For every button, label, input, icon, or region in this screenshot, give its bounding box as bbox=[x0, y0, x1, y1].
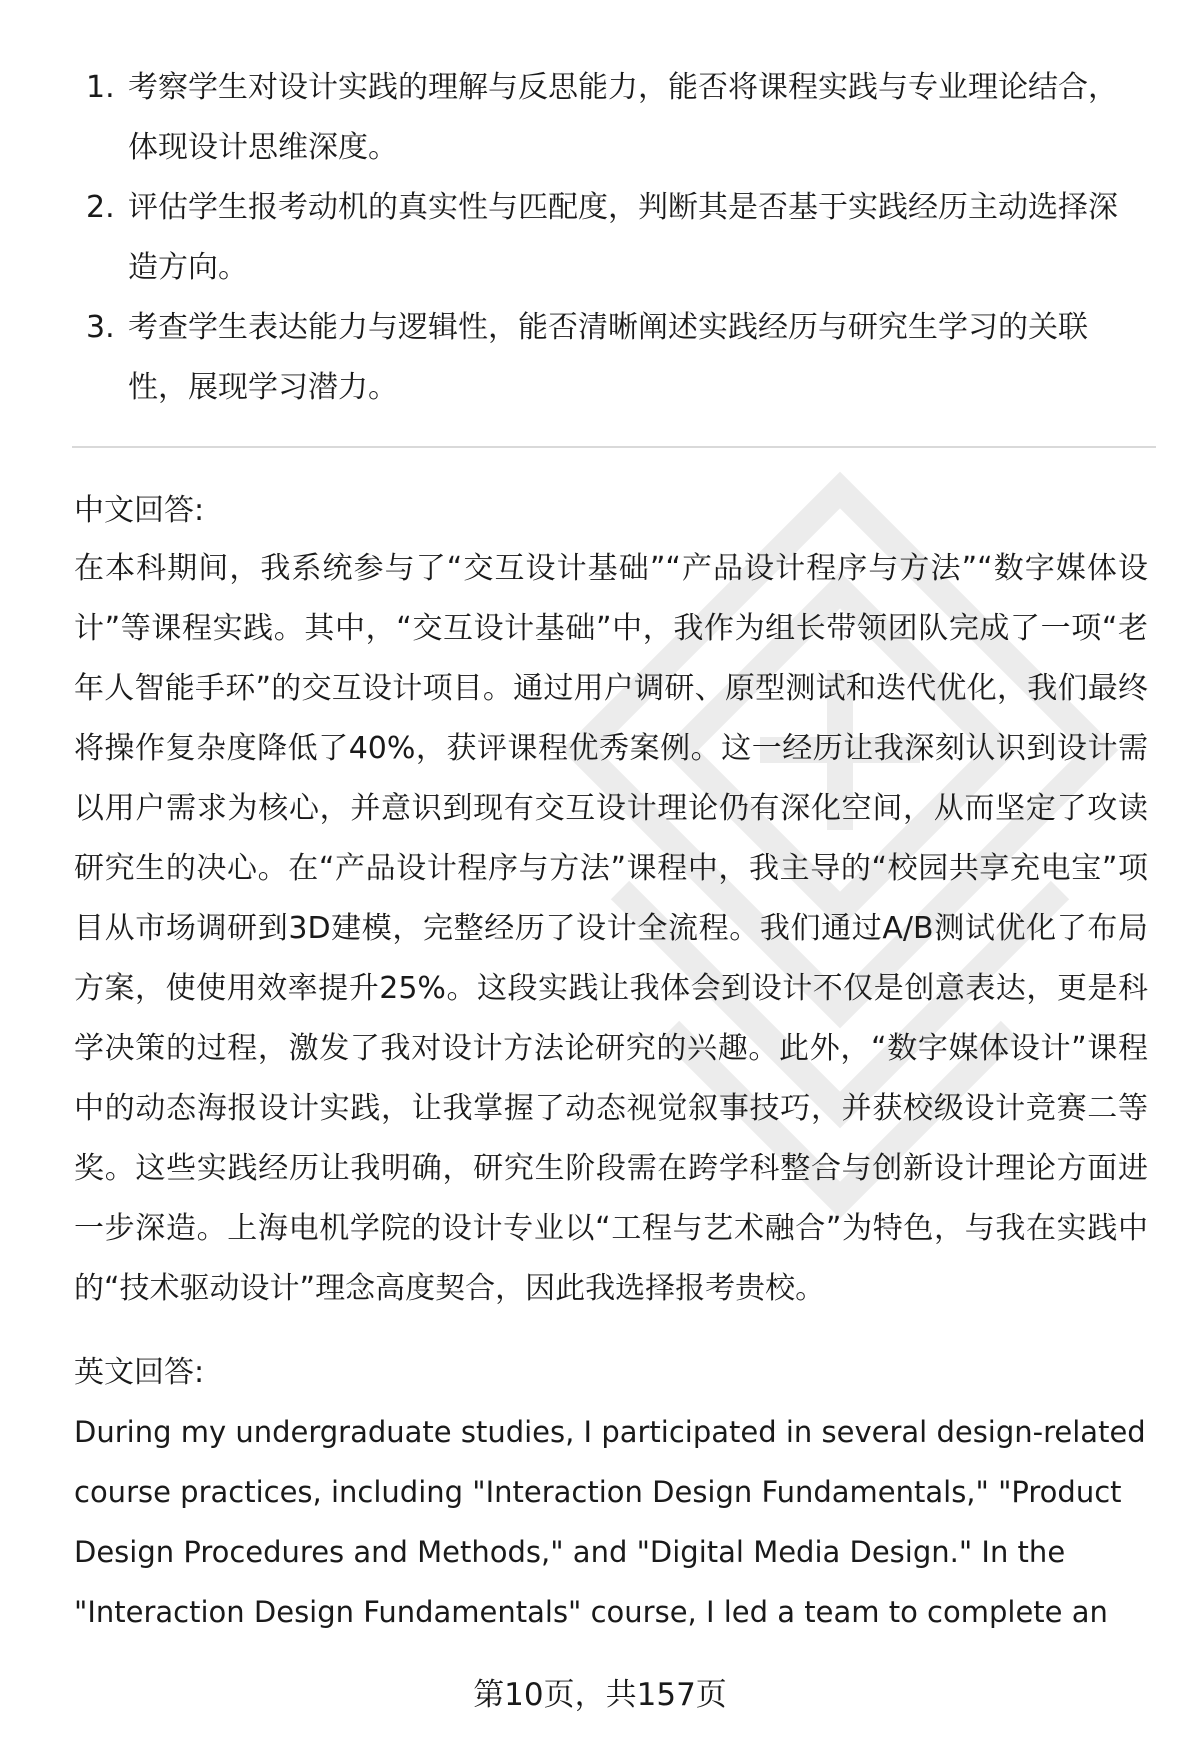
list-item-text: 考查学生表达能力与逻辑性，能否清晰阐述实践经历与研究生学习的关联性，展现学习潜力。 bbox=[128, 310, 1088, 405]
page-number: 第10页，共157页 bbox=[473, 1677, 727, 1713]
chinese-answer-heading: 中文回答: bbox=[74, 493, 205, 528]
list-item bbox=[86, 298, 1146, 418]
chinese-answer-paragraph: 在本科期间，我系统参与了“交互设计基础”“产品设计程序与方法”“数字媒体设计”等课程实践。其中，“交互设计基础”中，我作为组长带领团队完成了一项“老年人智能手环”的交互设计项目。通过用户调研、原型测试和迭代优化，我们最终将操作复杂度降低了40%，获评课程优秀案例。这一经历让我深刻认识到设计需以用户需求为核心，并意识到现有交互设计理论仍有深化空间，从而坚定了攻读研究生的决心。在“产品设计程序与方法”课程中，我主导的“校园共享充电宝”项目从市场调研到3D建模，完整经历了设计全流程。我们通过A/B测试优化了布局方案，使使用效率提升25%。这段实践让我体会到设计不仅是创意表达，更是科学决策的过程，激发了我对设计方法论研究的兴趣。此外，“数字媒体设计”课程中的动态海报设计实践，让我掌握了动态视觉叙事技巧，并获校级设计竞赛二等奖。这些实践经历让我明确，研究生阶段需在跨学科整合与创新设计理论方面进一步深造。上海电机学院的设计专业以“工程与艺术融合”为特色，与我在实践中的“技术驱动设计”理念高度契合，因此我选择报考贵校。 bbox=[74, 551, 1148, 1306]
list-item-number: 2. bbox=[86, 190, 115, 225]
english-answer-paragraph: During my undergraduate studies, I participated in several design-related course practices, including "Interaction Design Fundamentals," "Product Design Procedures and Methods," and "Digital Media Design." In the "Interaction Design Fundamentals" course, I led a team to complete an bbox=[74, 1415, 1146, 1629]
criteria-list bbox=[86, 58, 1146, 418]
list-item-text: 考察学生对设计实践的理解与反思能力，能否将课程实践与专业理论结合，体现设计思维深度。 bbox=[128, 70, 1118, 165]
english-answer-heading: 英文回答: bbox=[74, 1355, 205, 1390]
list-item-number: 1. bbox=[86, 70, 115, 105]
list-item-number: 3. bbox=[86, 310, 115, 345]
section-divider bbox=[72, 446, 1156, 448]
list-item bbox=[86, 58, 1146, 178]
list-item bbox=[86, 178, 1146, 298]
list-item-text: 评估学生报考动机的真实性与匹配度，判断其是否基于实践经历主动选择深造方向。 bbox=[128, 190, 1118, 285]
